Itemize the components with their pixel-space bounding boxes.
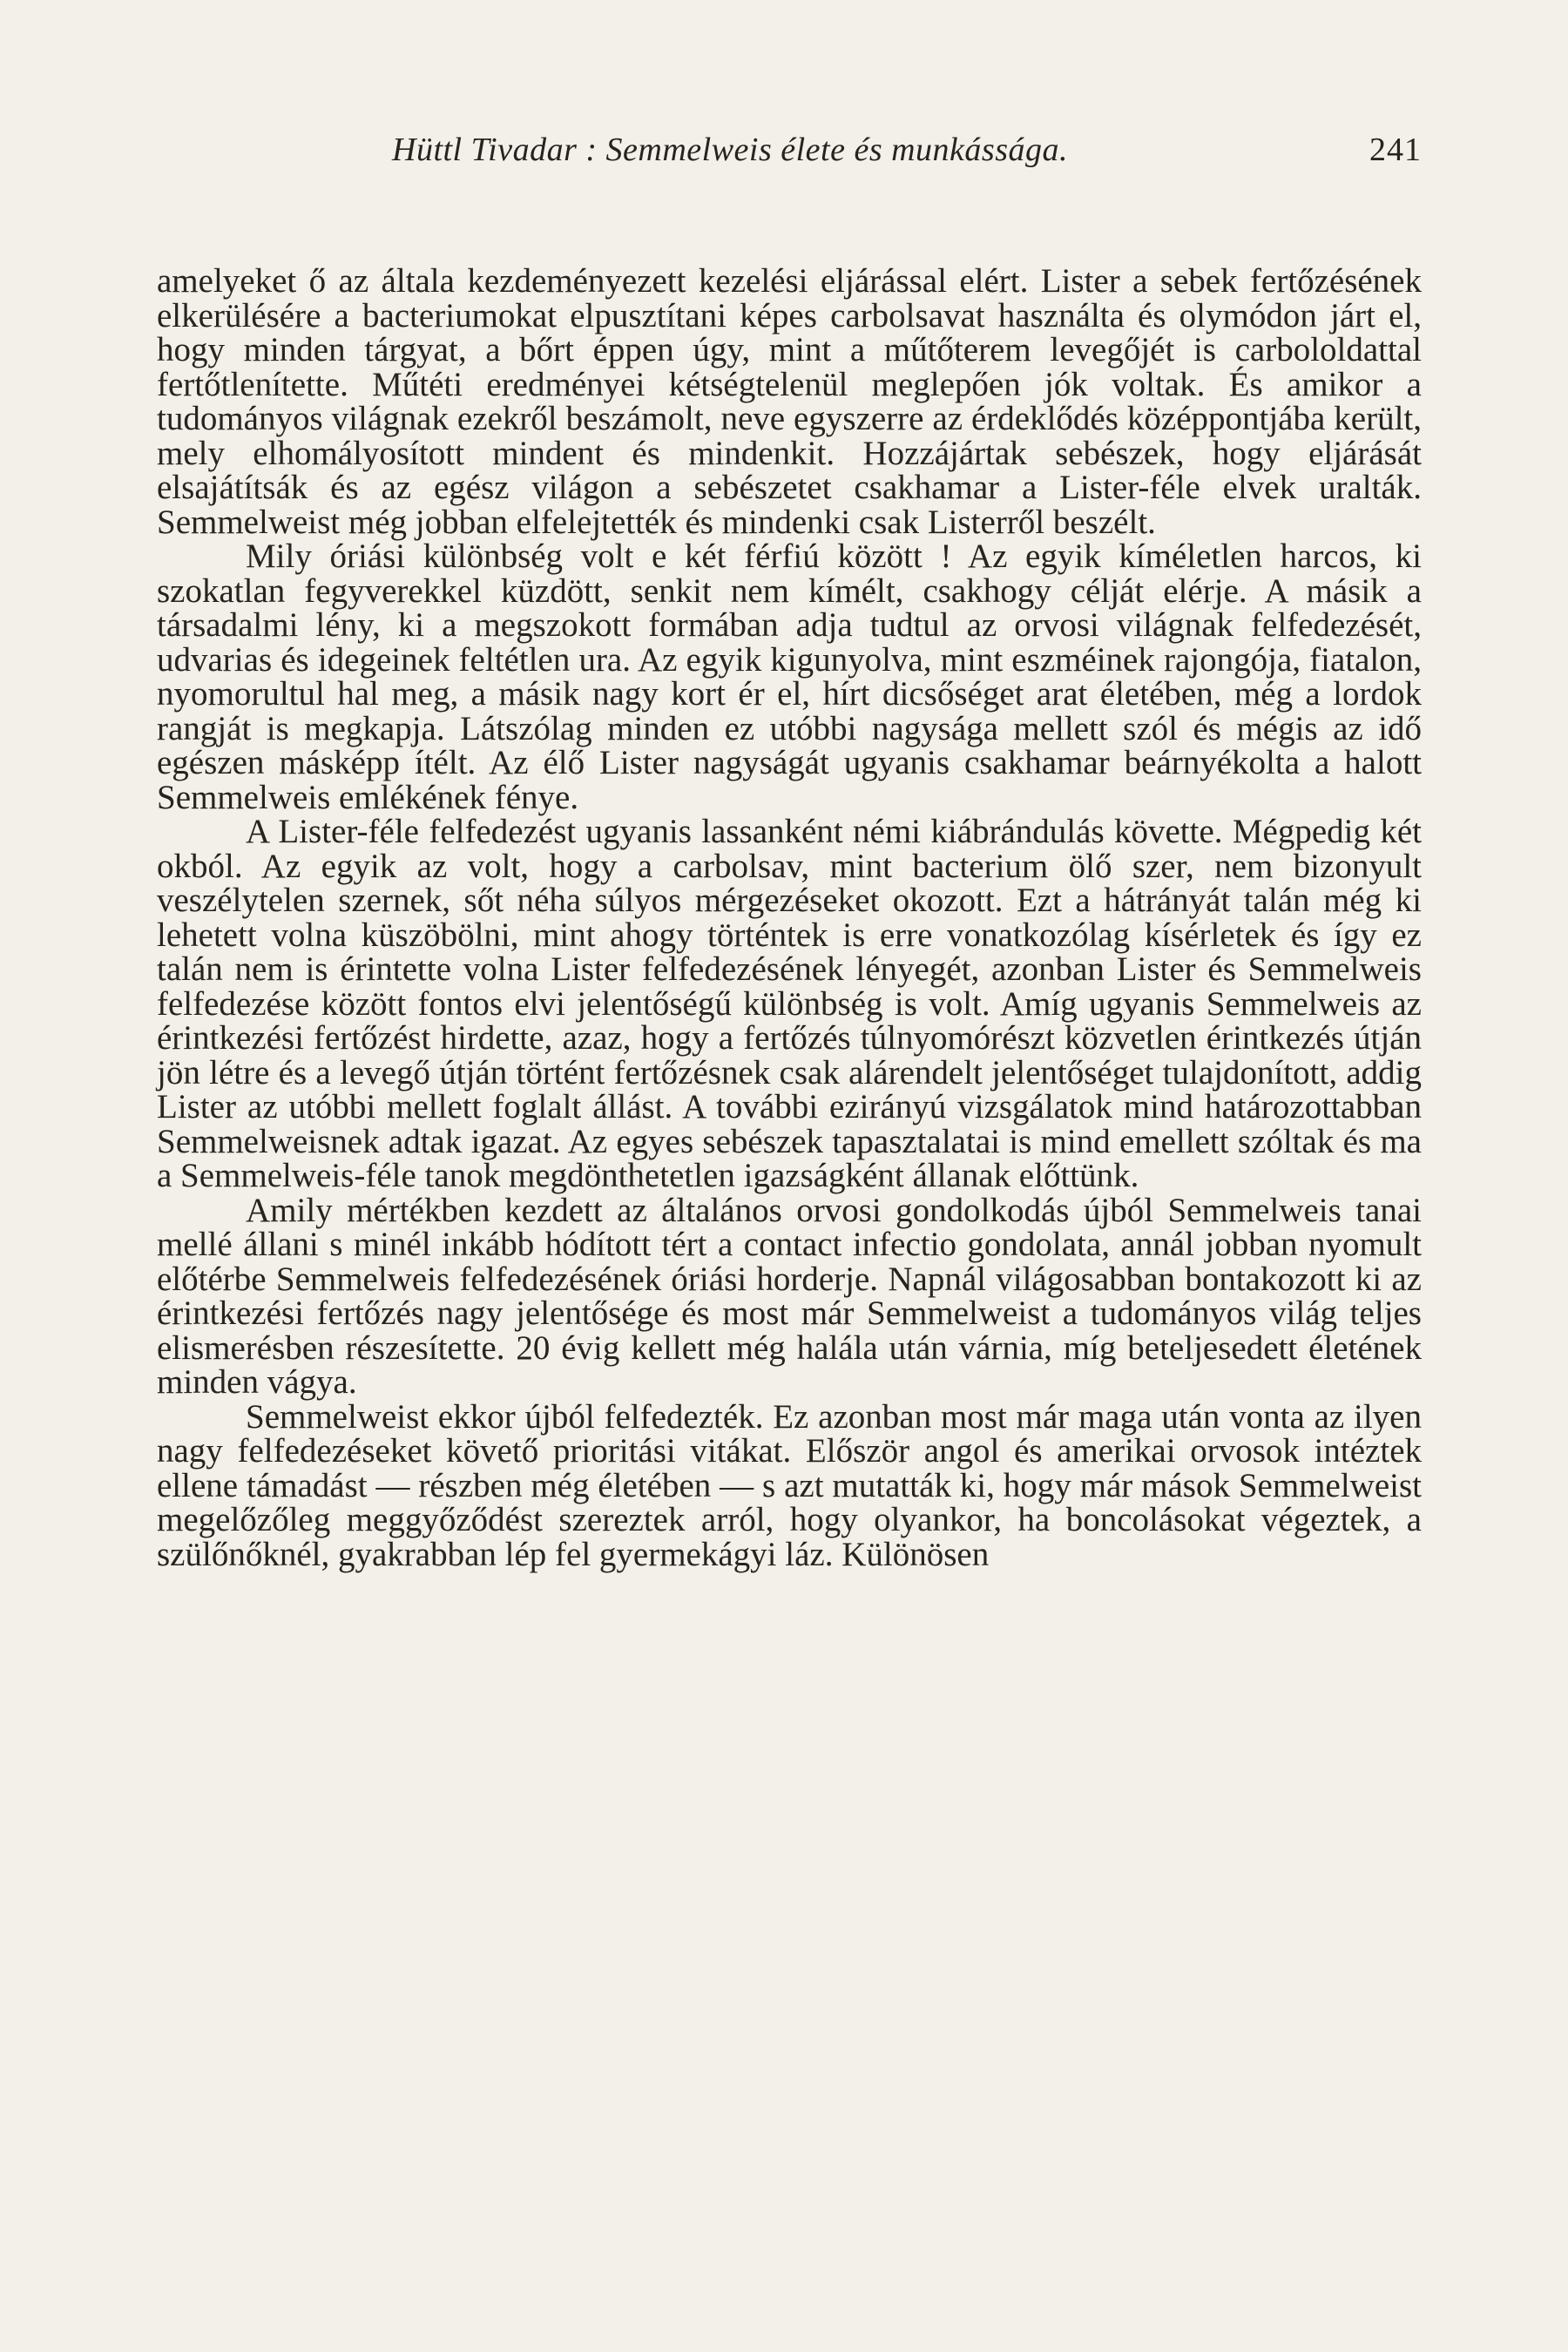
paragraph: Semmelweist ekkor újból felfedezték. Ez azonban most már maga után vonta az ilyen nagy felfedezéseket követő prioritási vitákat. Először angol és amerikai orvosok intéztek ellene támadást — részben még életében — s azt mutatták ki, hogy már mások Semmelweist megelőzőleg meggyőződést szereztek arról, hogy olyankor, ha boncolásokat végeztek, a szülőnőknél, gyakrabban lép fel gyermekágyi láz. Különösen (157, 1397, 1422, 1573)
paragraph-continued: amelyeket ő az általa kezdeményezett kezelési eljárással elért. Lister a sebek fertőzésének elkerülésére a bacteriumokat elpusztítani képes carbolsavat használta és olymódon járt el, hogy minden tárgyat, a bőrt éppen úgy, mint a műtőterem levegőjét is carbololdattal fertőtlenítette. Műtéti eredményei kétségtelenül meglepően jók voltak. És amikor a tudományos világnak ezekről beszámolt, neve egyszerre az érdeklődés középpontjába került, mely elhomályosított mindent és mindenkit. Hozzájártak sebészek, hogy eljárását elsajátítsák és az egész világon a sebészetet csakhamar a Lister-féle elvek uralták. Semmelweist még jobban elfelejtették és mindenki csak Listerről beszélt. (157, 262, 1422, 541)
running-title: Hüttl Tivadar : Semmelweis élete és munkássága. (392, 132, 1069, 168)
body-text (157, 264, 1422, 1571)
page-number: 241 (1369, 132, 1422, 168)
paragraph: A Lister-féle felfedezést ugyanis lassanként némi kiábrándulás követte. Mégpedig két okból. Az egyik az volt, hogy a carbolsav, mint bacterium ölő szer, nem bizonyult veszélytelen szernek, sőt néha súlyos mérgezéseket okozott. Ezt a hátrányát talán még ki lehetett volna küszöbölni, mint ahogy történtek is erre vonatkozólag kísérletek és így ez talán nem is érintette volna Lister felfedezésének lényegét, azonban Lister és Semmelweis felfedezése között fontos elvi jelentőségű különbség is volt. Amíg ugyanis Semmelweis az érintkezési fertőzést hirdette, azaz, hogy a fertőzés túlnyomórészt közvetlen érintkezés útján jön létre és a levegő útján történt fertőzésnek csak alárendelt jelentőséget tulajdonított, addig Lister az utóbbi mellett foglalt állást. A további ezirányú vizsgálatok mind határozottabban Semmelweisnek adtak igazat. Az egyes sebészek tapasztalatai is mind emellett szóltak és ma a Semmelweis-féle tanok megdönthetetlen igazságként állanak előttünk. (157, 813, 1422, 1194)
running-header (157, 131, 1422, 183)
paragraph: Mily óriási különbség volt e két férfiú között ! Az egyik kíméletlen harcos, ki szokatlan fegyverekkel küzdött, senkit nem kímélt, csakhogy célját elérje. A másik a társadalmi lény, ki a megszokott formában adja tudtul az orvosi világnak felfedezését, udvarias és idegeinek feltétlen ura. Az egyik kigunyolva, mint eszméinek rajongója, fiatalon, nyomorultul hal meg, a másik nagy kort ér el, hírt dicsőséget arat életében, még a lordok rangját is megkapja. Látszólag minden ez utóbbi nagysága mellett szól és mégis az idő egészen másképp ítélt. Az élő Lister nagyságát ugyanis csakhamar beárnyékolta a halott Semmelweis emlékének fénye. (157, 537, 1422, 816)
paragraph: Amily mértékben kezdett az általános orvosi gondolkodás újból Semmelweis tanai mellé állani s minél inkább hódított tért a contact infectio gondolata, annál jobban nyomult előtérbe Semmelweis felfedezésének óriási horderje. Napnál világosabban bontakozott ki az érintkezési fertőzés nagy jelentősége és most már Semmelweist a tudományos világ teljes elismerésben részesítette. 20 évig kellett még halála után várnia, míg beteljesedett életének minden vágya. (157, 1191, 1422, 1401)
